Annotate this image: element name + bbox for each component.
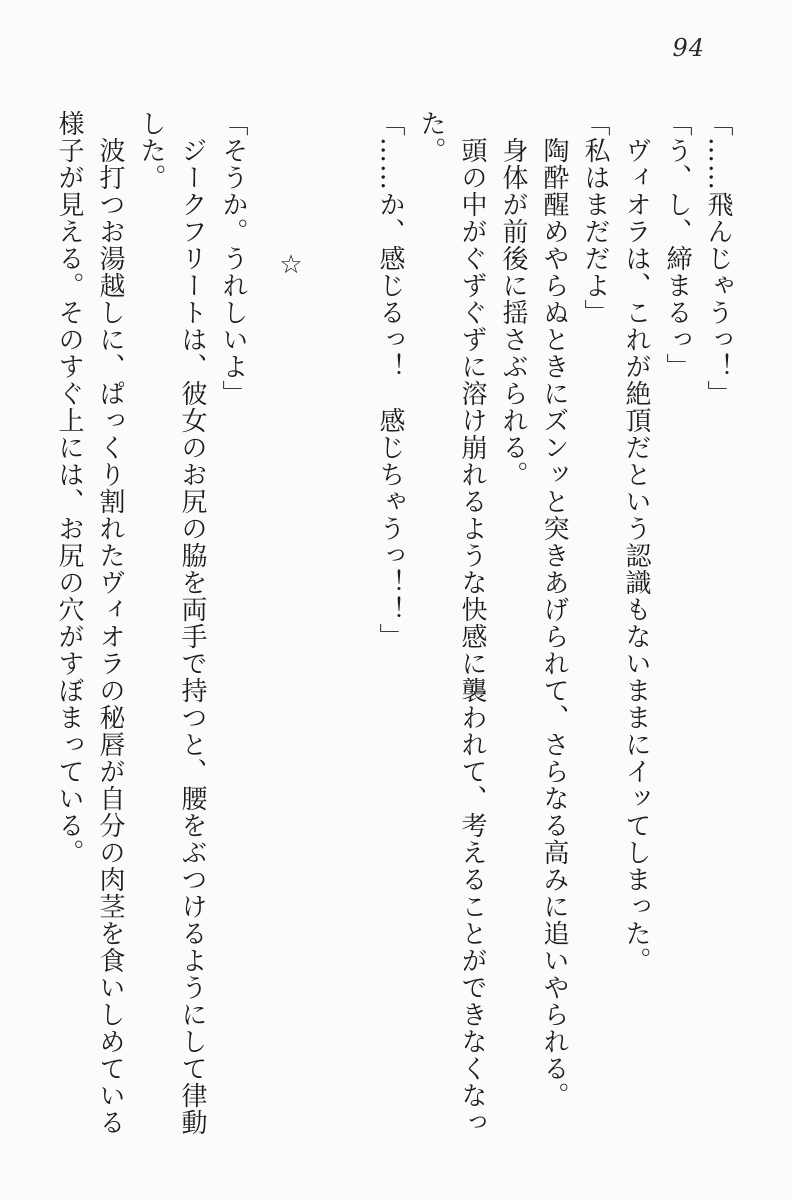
text-line: 陶酔醒めやらぬときにズンッと突きあげられて、さらなる高みに追いやられる。 [539,137,569,1109]
page-number: 94 [672,34,705,62]
text-line-dialogue: 「私はまだだよ」 [580,110,610,326]
text-line: 身体が前後に揺さぶられる。 [498,137,528,488]
text-line: 波打つお湯越しに、ぱっくり割れたヴィオラの秘唇が自分の肉茎を食いしめている [95,137,125,1136]
text-line-dialogue: 「……飛んじゃうっ！」 [703,110,733,407]
text-line-dialogue: 「う、し、締まるっ」 [662,110,692,380]
text-line: た。 [416,110,446,164]
text-line: した。 [136,110,166,191]
text-line: ジークフリートは、彼女のお尻の脇を両手で持つと、腰をぶつけるようにして律動 [177,137,207,1136]
text-line-dialogue: 「そうか。うれしいよ」 [218,110,248,407]
text-columns [48,110,738,1136]
scene-break-star: ☆ [276,250,306,281]
text-line: ヴィオラは、これが絶頂だという認識もないままにイッてしまった。 [621,137,651,974]
text-line: 頭の中がぐずぐずに溶け崩れるような快感に襲われて、考えることができなくなっ [457,137,487,1136]
text-line: 様子が見える。そのすぐ上には、お尻の穴がすぼまっている。 [54,110,84,866]
text-line-dialogue: 「……か、感じるっ！ 感じちゃうっ！！」 [375,110,405,650]
